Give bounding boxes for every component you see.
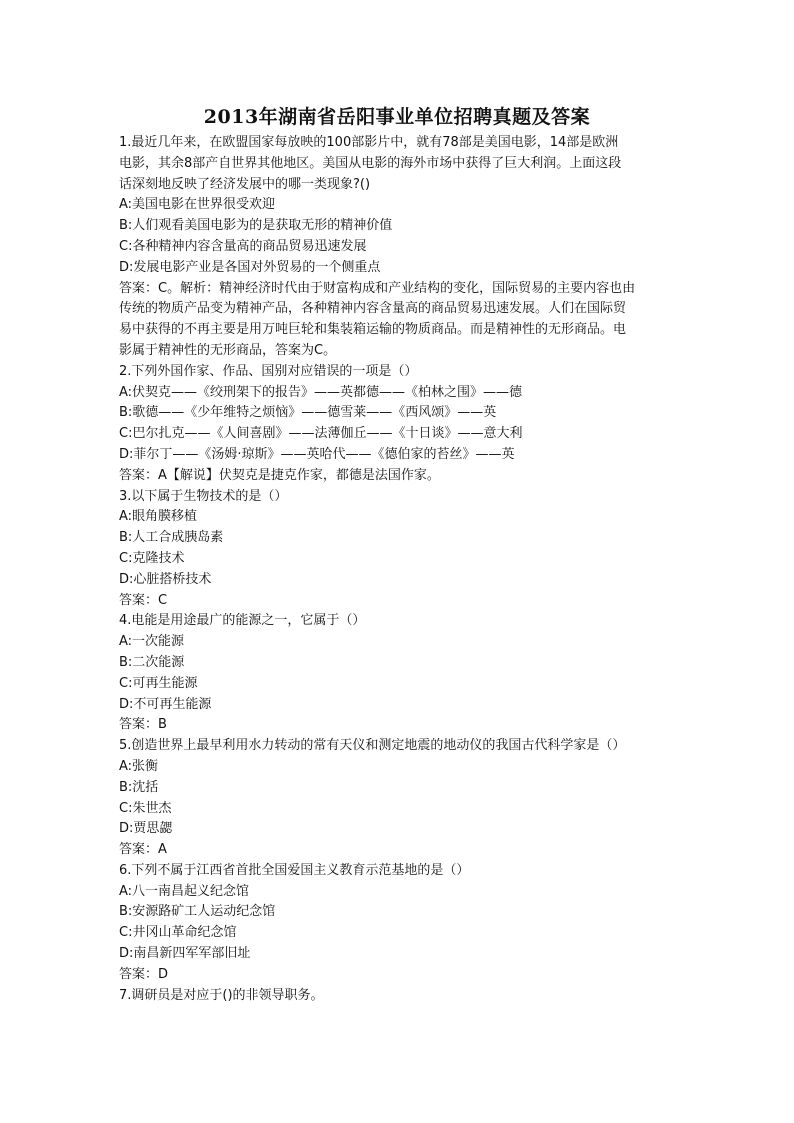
text-line: 答案：A bbox=[119, 842, 167, 858]
document-title: 2013年湖南省岳阳事业单位招聘真题及答案 bbox=[203, 106, 591, 128]
text-line: 2.下列外国作家、作品、国别对应错误的一项是（） bbox=[119, 363, 418, 379]
text-line: C:可再生能源 bbox=[119, 675, 198, 691]
text-line: B:人们观看美国电影为的是获取无形的精神价值 bbox=[119, 218, 393, 234]
text-line: 7.调研员是对应于()的非领导职务。 bbox=[119, 987, 324, 1003]
text-line: 6.下列不属于江西省首批全国爱国主义教育示范基地的是（） bbox=[119, 862, 470, 878]
text-line: A:美国电影在世界很受欢迎 bbox=[119, 197, 276, 213]
text-line: 答案：B bbox=[119, 717, 167, 733]
text-line: A:一次能源 bbox=[119, 634, 185, 650]
document-body bbox=[119, 133, 679, 1006]
text-line: 答案：C。解析：精神经济时代由于财富构成和产业结构的变化，国际贸易的主要内容也由 bbox=[119, 280, 636, 296]
text-line: 3.以下属于生物技术的是（） bbox=[119, 488, 288, 504]
text-line: C:井冈山革命纪念馆 bbox=[119, 925, 237, 941]
text-line: D:菲尔丁——《汤姆·琼斯》——英哈代——《德伯家的苔丝》——英 bbox=[119, 446, 515, 462]
text-line: 答案：A【解说】伏契克是捷克作家，都德是法国作家。 bbox=[119, 467, 440, 483]
text-line: D:心脏搭桥技术 bbox=[119, 571, 212, 587]
text-line: C:各种精神内容含量高的商品贸易迅速发展 bbox=[119, 238, 367, 254]
text-line: A:张衡 bbox=[119, 758, 159, 774]
text-line: 答案：C bbox=[119, 592, 168, 608]
text-line: D:发展电影产业是各国对外贸易的一个侧重点 bbox=[119, 259, 381, 275]
text-line: A:八一南昌起义纪念馆 bbox=[119, 883, 250, 899]
text-line: 传统的物质产品变为精神产品，各种精神内容含量高的商品贸易迅速发展。人们在国际贸 bbox=[119, 301, 627, 317]
text-line: B:歌德——《少年维特之烦恼》——德雪莱——《西风颂》——英 bbox=[119, 405, 497, 421]
text-line: C:朱世杰 bbox=[119, 800, 172, 816]
text-line: C:克隆技术 bbox=[119, 550, 185, 566]
text-line: D:南昌新四军军部旧址 bbox=[119, 946, 251, 962]
text-line: B:沈括 bbox=[119, 779, 159, 795]
text-line: 1.最近几年来，在欧盟国家每放映的100部影片中，就有78部是美国电影，14部是欧洲 bbox=[119, 135, 619, 150]
text-line: B:人工合成胰岛素 bbox=[119, 530, 224, 546]
text-line: A:伏契克——《绞刑架下的报告》——英都德——《柏林之围》——德 bbox=[119, 384, 523, 400]
text-line: B:安源路矿工人运动纪念馆 bbox=[119, 904, 276, 920]
text-line: C:巴尔扎克——《人间喜剧》——法薄伽丘——《十日谈》——意大利 bbox=[119, 426, 523, 442]
text-line: D:不可再生能源 bbox=[119, 696, 212, 712]
text-line: B:二次能源 bbox=[119, 654, 185, 670]
text-line: 答案：D bbox=[119, 966, 169, 982]
text-line: A:眼角膜移植 bbox=[119, 509, 198, 525]
text-line: 4.电能是用途最广的能源之一，它属于（） bbox=[119, 613, 366, 629]
text-line: 影属于精神性的无形商品，答案为C。 bbox=[119, 342, 337, 358]
text-line: 电影，其余8部产自世界其他地区。美国从电影的海外市场中获得了巨大利润。上面这段 bbox=[119, 155, 622, 171]
text-line: 5.创造世界上最早利用水力转动的常有天仪和测定地震的地动仪的我国古代科学家是（） bbox=[119, 738, 626, 754]
text-line: 话深刻地反映了经济发展中的哪一类现象?() bbox=[119, 176, 371, 192]
text-line: D:贾思勰 bbox=[119, 821, 173, 837]
text-line: 易中获得的不再主要是用万吨巨轮和集装箱运输的物质商品。而是精神性的无形商品。电 bbox=[119, 322, 627, 338]
